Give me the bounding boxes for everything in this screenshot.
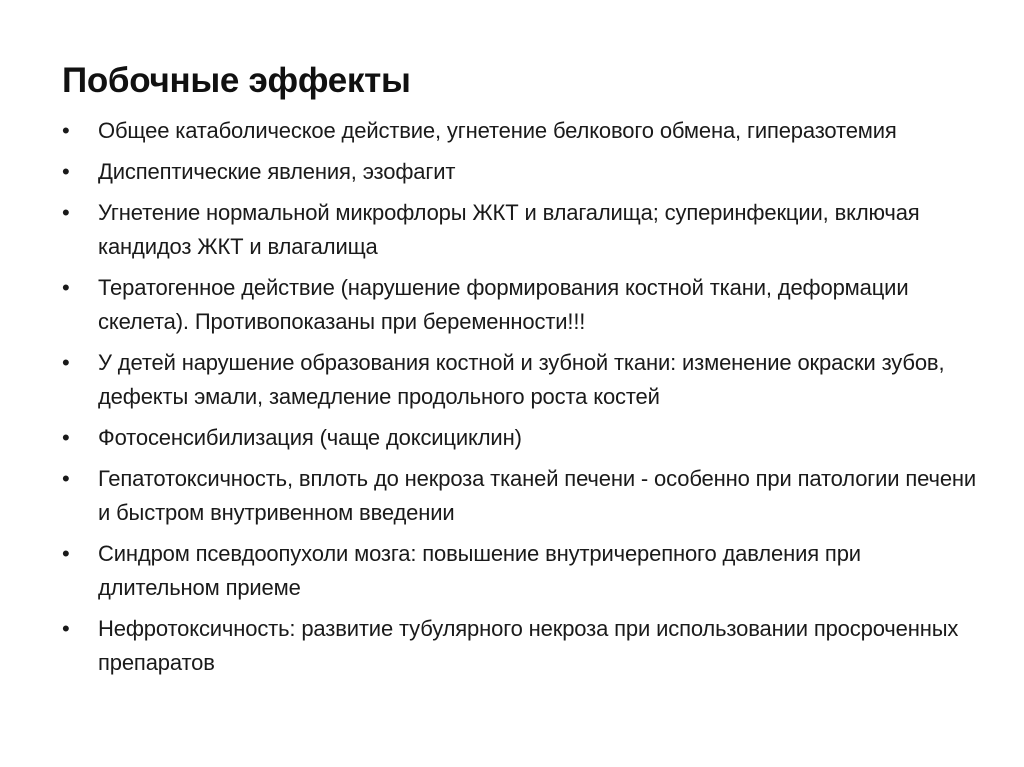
slide-title: Побочные эффекты [62,61,411,100]
list-item [62,346,982,414]
list-item-text: Тератогенное действие (нарушение формирования костной ткани, деформации скелета). Противопоказаны при беременности!!! [98,275,909,334]
bullet-icon: • [62,466,70,491]
list-item [62,421,982,455]
list-item [62,196,982,264]
bullet-icon: • [62,118,70,143]
list-item-text: Диспептические явления, эзофагит [98,159,456,184]
bullet-list [62,114,982,687]
list-item [62,612,982,680]
bullet-icon: • [62,541,70,566]
bullet-icon: • [62,616,70,641]
list-item [62,271,982,339]
list-item [62,155,982,189]
bullet-icon: • [62,350,70,375]
list-item-text: Общее катаболическое действие, угнетение белкового обмена, гиперазотемия [98,118,897,143]
list-item-text: Синдром псевдоопухоли мозга: повышение внутричерепного давления при длительном приеме [98,541,861,600]
list-item-text: У детей нарушение образования костной и зубной ткани: изменение окраски зубов, дефекты эмали, замедление продольного роста костей [98,350,945,409]
bullet-icon: • [62,425,70,450]
list-item-text: Нефротоксичность: развитие тубулярного некроза при использовании просроченных препаратов [98,616,959,675]
list-item [62,537,982,605]
bullet-icon: • [62,159,70,184]
list-item-text: Гепатотоксичность, вплоть до некроза тканей печени - особенно при патологии печени и быстром внутривенном введении [98,466,977,525]
bullet-icon: • [62,275,70,300]
list-item [62,114,982,148]
list-item-text: Фотосенсибилизация (чаще доксициклин) [98,425,522,450]
list-item-text: Угнетение нормальной микрофлоры ЖКТ и влагалища; суперинфекции, включая кандидоз ЖКТ и влагалища [98,200,920,259]
list-item [62,462,982,530]
bullet-icon: • [62,200,70,225]
